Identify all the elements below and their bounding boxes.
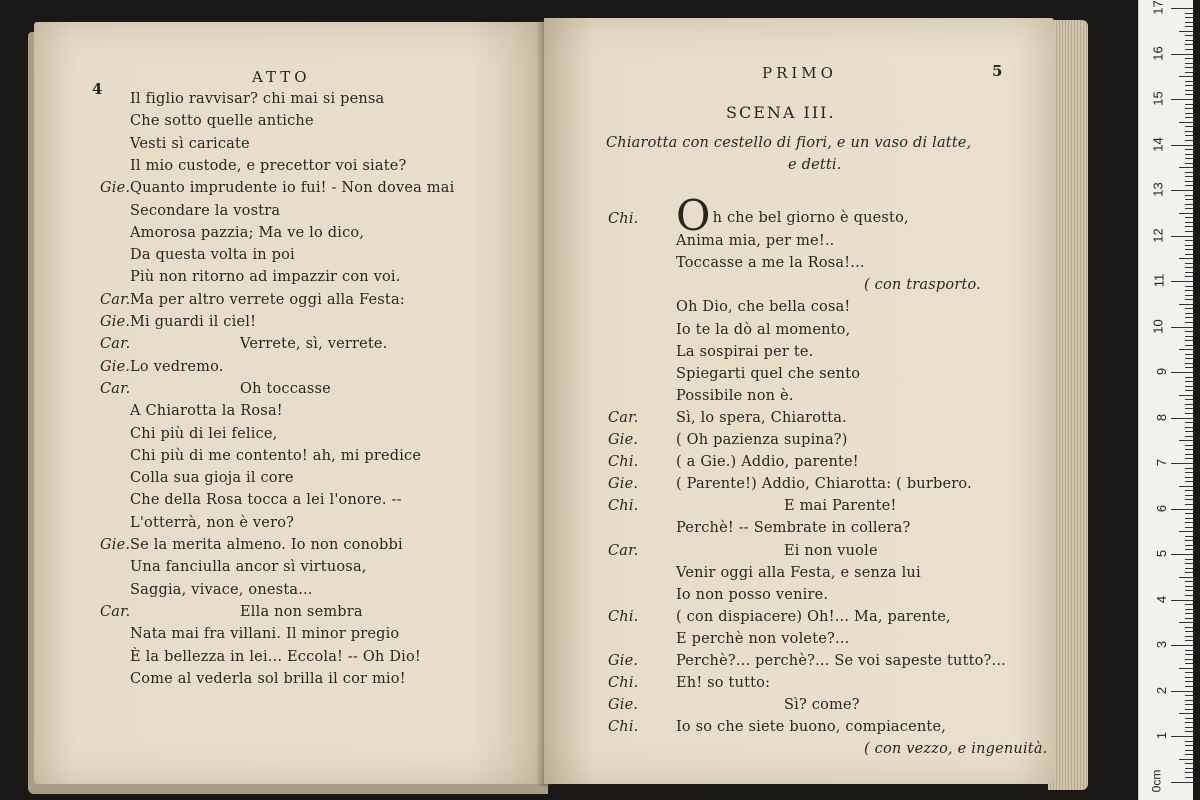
ruler-tick xyxy=(1185,267,1193,268)
ruler-tick xyxy=(1185,299,1193,300)
open-book xyxy=(28,14,1088,786)
verse-line: La sospirai per te. xyxy=(676,343,814,360)
ruler-tick xyxy=(1185,586,1193,587)
ruler-tick xyxy=(1185,672,1193,673)
ruler-tick xyxy=(1185,22,1193,23)
ruler-tick xyxy=(1185,149,1193,150)
ruler-tick xyxy=(1185,718,1193,719)
ruler-tick xyxy=(1185,94,1193,95)
ruler-tick xyxy=(1185,636,1193,637)
ruler-tick xyxy=(1185,686,1193,687)
ruler-tick xyxy=(1185,413,1193,414)
speaker-label: Car. xyxy=(100,380,131,397)
speaker-label: Gie. xyxy=(608,476,639,493)
ruler-tick xyxy=(1185,245,1193,246)
ruler-tick xyxy=(1171,782,1193,783)
ruler-number: 2 xyxy=(1153,686,1169,694)
speaker-label: Car. xyxy=(608,542,639,559)
ruler-tick xyxy=(1185,217,1193,218)
ruler-tick xyxy=(1185,604,1193,605)
ruler-number: 5 xyxy=(1153,549,1169,558)
ruler-tick xyxy=(1179,486,1193,487)
left-page xyxy=(34,22,544,784)
ruler-tick xyxy=(1185,590,1193,591)
ruler-tick xyxy=(1185,81,1193,82)
ruler-tick xyxy=(1185,431,1193,432)
verse-line: L'otterrà, non è vero? xyxy=(130,514,295,531)
verse-line: Spiegarti quel che sento xyxy=(676,365,861,382)
ruler-tick xyxy=(1185,472,1193,473)
page-number-left: 4 xyxy=(92,80,103,98)
speaker-label: Chi. xyxy=(608,454,639,471)
ruler-tick xyxy=(1185,468,1193,469)
ruler-tick xyxy=(1185,340,1193,341)
ruler-tick xyxy=(1179,759,1193,760)
verse-line: E perchè non volete?... xyxy=(676,630,850,647)
ruler-tick xyxy=(1185,367,1193,368)
ruler-tick xyxy=(1179,395,1193,396)
ruler-tick xyxy=(1185,249,1193,250)
ruler-tick xyxy=(1185,709,1193,710)
speaker-label: Chi. xyxy=(608,675,639,692)
ruler-tick xyxy=(1185,377,1193,378)
ruler-tick xyxy=(1185,308,1193,309)
verse-line: ( a Gie.) Addio, parente! xyxy=(676,454,859,471)
ruler-tick xyxy=(1185,345,1193,346)
ruler-tick xyxy=(1185,286,1193,287)
speaker-label: Car. xyxy=(100,291,131,308)
ruler-tick xyxy=(1185,741,1193,742)
ruler-tick xyxy=(1185,663,1193,664)
ruler-tick xyxy=(1185,704,1193,705)
speaker-label: Gie. xyxy=(608,432,639,448)
ruler-tick xyxy=(1185,263,1193,264)
ruler-unit-label: 0cm xyxy=(1149,769,1164,793)
ruler-number: 4 xyxy=(1153,595,1169,603)
ruler-tick xyxy=(1185,436,1193,437)
speaker-label: Car. xyxy=(100,336,131,353)
verse-line: Chi più di me contento! ah, mi predice xyxy=(130,447,422,464)
ruler-tick xyxy=(1179,258,1193,259)
ruler-tick xyxy=(1185,386,1193,387)
verse-line: Colla sua gioja il core xyxy=(130,470,294,487)
verse-line: Ma per altro verrete oggi alla Festa: xyxy=(130,291,405,308)
ruler-tick xyxy=(1179,31,1193,32)
ruler-tick xyxy=(1171,600,1193,601)
verse-line: Che della Rosa tocca a lei l'onore. -- xyxy=(130,492,402,509)
ruler-tick xyxy=(1185,163,1193,164)
ruler-tick xyxy=(1171,418,1193,419)
ruler-tick xyxy=(1185,540,1193,541)
ruler-tick xyxy=(1185,90,1193,91)
ruler-tick xyxy=(1185,495,1193,496)
ruler-number: 10 xyxy=(1150,318,1166,334)
ruler-tick xyxy=(1179,349,1193,350)
ruler-tick xyxy=(1185,295,1193,296)
ruler-tick xyxy=(1185,40,1193,41)
verse-line: Perchè! -- Sembrate in collera? xyxy=(676,520,911,537)
verse-line: È la bellezza in lei... Eccola! -- Oh Dio! xyxy=(130,648,421,665)
ruler-tick xyxy=(1171,8,1193,9)
ruler-tick xyxy=(1185,131,1193,132)
verse-line: Perchè?... perchè?... Se voi sapeste tutto?... xyxy=(676,653,1006,669)
verse-line: Da questa volta in poi xyxy=(130,247,295,264)
ruler-tick xyxy=(1185,181,1193,182)
verse-line: A Chiarotta la Rosa! xyxy=(130,403,283,420)
ruler-tick xyxy=(1185,627,1193,628)
verse-line: Lo vedremo. xyxy=(130,358,224,375)
ruler-tick xyxy=(1185,254,1193,255)
ruler-tick xyxy=(1185,613,1193,614)
ruler-tick xyxy=(1185,126,1193,127)
ruler-tick xyxy=(1185,477,1193,478)
verse-line: ( con trasporto. xyxy=(864,277,981,294)
ruler-number: 6 xyxy=(1153,504,1169,512)
verse-line: ( con dispiacere) Oh!... Ma, parente, xyxy=(676,608,951,625)
speaker-label: Car. xyxy=(608,409,639,426)
verse-line: ( Oh pazienza supina?) xyxy=(676,432,848,448)
ruler-tick xyxy=(1185,35,1193,36)
ruler-tick xyxy=(1185,763,1193,764)
ruler-tick xyxy=(1185,322,1193,323)
verse-line: Ella non sembra xyxy=(240,603,363,620)
ruler-tick xyxy=(1185,522,1193,523)
ruler-tick xyxy=(1185,454,1193,455)
ruler-tick xyxy=(1185,104,1193,105)
ruler-tick xyxy=(1185,449,1193,450)
ruler-tick xyxy=(1185,135,1193,136)
ruler-tick xyxy=(1185,226,1193,227)
ruler-tick xyxy=(1185,63,1193,64)
verse-line: Il mio custode, e precettor voi siate? xyxy=(130,157,407,174)
verse-line: Una fanciulla ancor sì virtuosa, xyxy=(130,559,367,576)
ruler-tick xyxy=(1185,363,1193,364)
ruler-tick xyxy=(1179,167,1193,168)
ruler-number: 8 xyxy=(1153,413,1169,421)
verse-line: Amorosa pazzia; Ma ve lo dico, xyxy=(130,224,365,241)
ruler-tick xyxy=(1185,58,1193,59)
ruler-tick xyxy=(1185,67,1193,68)
ruler-tick xyxy=(1185,354,1193,355)
ruler-tick xyxy=(1185,527,1193,528)
ruler-number: 3 xyxy=(1153,640,1169,649)
ruler-tick xyxy=(1185,381,1193,382)
verse-line: ( Parente!) Addio, Chiarotta: ( burbero. xyxy=(676,476,972,493)
ruler-tick xyxy=(1185,240,1193,241)
speaker-label: Chi. xyxy=(608,719,639,736)
verse-line: Saggia, vivace, onesta... xyxy=(130,581,313,598)
ruler-tick xyxy=(1171,190,1193,191)
ruler-tick xyxy=(1179,531,1193,532)
ruler-tick xyxy=(1185,331,1193,332)
verse-text: h che bel giorno è questo, xyxy=(712,210,909,226)
ruler-tick xyxy=(1185,336,1193,337)
ruler-tick xyxy=(1185,681,1193,682)
ruler-tick xyxy=(1171,54,1193,55)
ruler-tick xyxy=(1171,281,1193,282)
verse-line: Sì, lo spera, Chiarotta. xyxy=(676,409,847,426)
ruler-tick xyxy=(1185,176,1193,177)
ruler-tick xyxy=(1185,499,1193,500)
ruler-tick xyxy=(1185,404,1193,405)
ruler-tick xyxy=(1185,659,1193,660)
stage-direction-line-2: e detti. xyxy=(788,157,842,173)
ruler-tick xyxy=(1185,677,1193,678)
ruler-tick xyxy=(1171,372,1193,373)
drop-cap: O xyxy=(676,191,711,240)
ruler-tick xyxy=(1171,463,1193,464)
ruler-tick xyxy=(1185,204,1193,205)
ruler-tick xyxy=(1185,13,1193,14)
ruler-tick xyxy=(1185,17,1193,18)
verse-line: Chi più di lei felice, xyxy=(130,425,278,442)
ruler-tick xyxy=(1171,691,1193,692)
ruler-tick xyxy=(1185,158,1193,159)
ruler-tick xyxy=(1185,631,1193,632)
ruler-tick xyxy=(1185,777,1193,778)
ruler-tick xyxy=(1185,518,1193,519)
ruler-tick xyxy=(1185,772,1193,773)
ruler-tick xyxy=(1171,554,1193,555)
ruler-number: 13 xyxy=(1150,182,1166,197)
ruler-tick xyxy=(1185,545,1193,546)
verse-line: Anima mia, per me!.. xyxy=(676,233,835,250)
ruler-tick xyxy=(1171,327,1193,328)
ruler-tick xyxy=(1185,595,1193,596)
ruler-tick xyxy=(1185,572,1193,573)
ruler-tick xyxy=(1185,481,1193,482)
verse-line: ( con vezzo, e ingenuità. xyxy=(864,741,1048,758)
ruler-tick xyxy=(1185,549,1193,550)
ruler-number: 16 xyxy=(1150,45,1166,61)
verse-line: E mai Parente! xyxy=(784,498,897,515)
speaker-label: Gie. xyxy=(100,537,131,553)
verse-line: Sì? come? xyxy=(784,697,860,714)
ruler-tick xyxy=(1185,750,1193,751)
verse-line: Come al vederla sol brilla il cor mio! xyxy=(130,670,406,687)
verse-line: Venir oggi alla Festa, e senza lui xyxy=(676,564,921,581)
ruler-tick xyxy=(1171,645,1193,646)
verse-line: Eh! so tutto: xyxy=(676,675,771,692)
verse-line: Toccasse a me la Rosa!... xyxy=(676,255,865,272)
verse-line: Io non posso venire. xyxy=(676,586,829,603)
ruler-tick xyxy=(1179,213,1193,214)
ruler-tick xyxy=(1179,668,1193,669)
ruler-tick xyxy=(1185,272,1193,273)
right-page xyxy=(544,18,1054,784)
verse-line: Possibile non è. xyxy=(676,387,794,404)
ruler-tick xyxy=(1185,654,1193,655)
running-head-left: ATTO xyxy=(252,68,311,86)
ruler-tick xyxy=(1185,427,1193,428)
ruler-number: 9 xyxy=(1153,367,1169,376)
running-head-right: PRIMO xyxy=(762,64,837,82)
ruler-tick xyxy=(1185,44,1193,45)
ruler-tick xyxy=(1185,117,1193,118)
measurement-ruler xyxy=(1138,0,1193,800)
ruler-tick xyxy=(1185,727,1193,728)
verse-line: Se la merita almeno. Io non conobbi xyxy=(130,537,403,553)
ruler-tick xyxy=(1179,440,1193,441)
ruler-number: 11 xyxy=(1150,273,1166,288)
ruler-tick xyxy=(1185,695,1193,696)
ruler-tick xyxy=(1179,713,1193,714)
ruler-tick xyxy=(1179,577,1193,578)
ruler-number: 12 xyxy=(1150,227,1166,243)
ruler-tick xyxy=(1185,358,1193,359)
ruler-tick xyxy=(1185,140,1193,141)
ruler-tick xyxy=(1185,445,1193,446)
speaker-label: Chi. xyxy=(608,498,639,515)
ruler-tick xyxy=(1185,563,1193,564)
ruler-tick xyxy=(1185,490,1193,491)
scene-title: SCENA III. xyxy=(726,103,836,122)
ruler-tick xyxy=(1171,99,1193,100)
ruler-tick xyxy=(1185,72,1193,73)
ruler-tick xyxy=(1185,85,1193,86)
ruler-tick xyxy=(1179,622,1193,623)
ruler-tick xyxy=(1185,199,1193,200)
ruler-tick xyxy=(1185,172,1193,173)
verse-line: Io so che siete buono, compiacente, xyxy=(676,719,947,736)
ruler-tick xyxy=(1185,313,1193,314)
ruler-tick xyxy=(1185,195,1193,196)
ruler-tick xyxy=(1185,768,1193,769)
ruler-number: 15 xyxy=(1150,91,1166,106)
ruler-tick xyxy=(1185,185,1193,186)
verse-line: Nata mai fra villani. Il minor pregio xyxy=(130,626,400,643)
ruler-tick xyxy=(1185,108,1193,109)
verse-line: Ei non vuole xyxy=(784,542,878,559)
ruler-tick xyxy=(1185,700,1193,701)
speaker-label: Car. xyxy=(100,603,131,620)
ruler-tick xyxy=(1185,290,1193,291)
ruler-tick xyxy=(1185,458,1193,459)
ruler-tick xyxy=(1185,609,1193,610)
verse-line: Più non ritorno ad impazzir con voi. xyxy=(130,269,401,286)
ruler-tick xyxy=(1185,422,1193,423)
ruler-tick xyxy=(1185,49,1193,50)
ruler-tick xyxy=(1185,231,1193,232)
verse-line: Verrete, sì, verrete. xyxy=(240,336,388,353)
ruler-number: 17 xyxy=(1150,0,1166,15)
ruler-tick xyxy=(1185,513,1193,514)
ruler-tick xyxy=(1185,222,1193,223)
ruler-tick xyxy=(1171,736,1193,737)
ruler-tick xyxy=(1171,236,1193,237)
verse-line: Io te la dò al momento, xyxy=(676,321,851,338)
verse-line: Quanto imprudente io fui! - Non dovea mai xyxy=(130,180,455,197)
verse-line: Secondare la vostra xyxy=(130,202,281,219)
speaker-label: Gie. xyxy=(100,314,131,330)
ruler-tick xyxy=(1185,504,1193,505)
ruler-tick xyxy=(1185,399,1193,400)
speaker-label: Chi. xyxy=(608,211,639,227)
ruler-tick xyxy=(1185,731,1193,732)
stage-direction-line-1: Chiarotta con cestello di fiori, e un vaso di latte, xyxy=(606,135,972,151)
ruler-number: 1 xyxy=(1153,731,1169,740)
ruler-tick xyxy=(1185,276,1193,277)
page-number-right: 5 xyxy=(992,62,1003,80)
ruler-tick xyxy=(1185,408,1193,409)
ruler-tick xyxy=(1185,559,1193,560)
verse-line: Che sotto quelle antiche xyxy=(130,113,314,130)
ruler-tick xyxy=(1179,304,1193,305)
ruler-tick xyxy=(1185,581,1193,582)
ruler-tick xyxy=(1185,208,1193,209)
ruler-tick xyxy=(1179,76,1193,77)
speaker-label: Chi. xyxy=(608,608,639,625)
ruler-tick xyxy=(1171,145,1193,146)
verse-line: Oh Dio, che bella cosa! xyxy=(676,299,851,316)
verse-line: Oh toccasse xyxy=(240,380,331,397)
ruler-number: 7 xyxy=(1153,458,1169,467)
speaker-label: Gie. xyxy=(100,180,131,197)
verse-line: Vesti sì caricate xyxy=(130,135,250,152)
ruler-tick xyxy=(1185,317,1193,318)
ruler-tick xyxy=(1185,536,1193,537)
verse-line xyxy=(676,191,909,240)
ruler-tick xyxy=(1185,722,1193,723)
speaker-label: Gie. xyxy=(608,653,639,669)
ruler-tick xyxy=(1171,509,1193,510)
ruler-tick xyxy=(1185,390,1193,391)
ruler-tick xyxy=(1185,113,1193,114)
ruler-tick xyxy=(1185,650,1193,651)
ruler-tick xyxy=(1185,640,1193,641)
verse-line: Il figlio ravvisar? chi mai si pensa xyxy=(130,91,385,107)
page-edges-right xyxy=(1048,20,1088,790)
speaker-label: Gie. xyxy=(100,358,131,375)
ruler-number: 14 xyxy=(1150,136,1166,152)
ruler-tick xyxy=(1185,154,1193,155)
verse-line: Mi guardi il ciel! xyxy=(130,314,257,330)
ruler-tick xyxy=(1185,745,1193,746)
speaker-label: Gie. xyxy=(608,697,639,714)
ruler-tick xyxy=(1185,568,1193,569)
ruler-tick xyxy=(1179,122,1193,123)
ruler-tick xyxy=(1185,754,1193,755)
ruler-tick xyxy=(1185,26,1193,27)
ruler-tick xyxy=(1185,618,1193,619)
